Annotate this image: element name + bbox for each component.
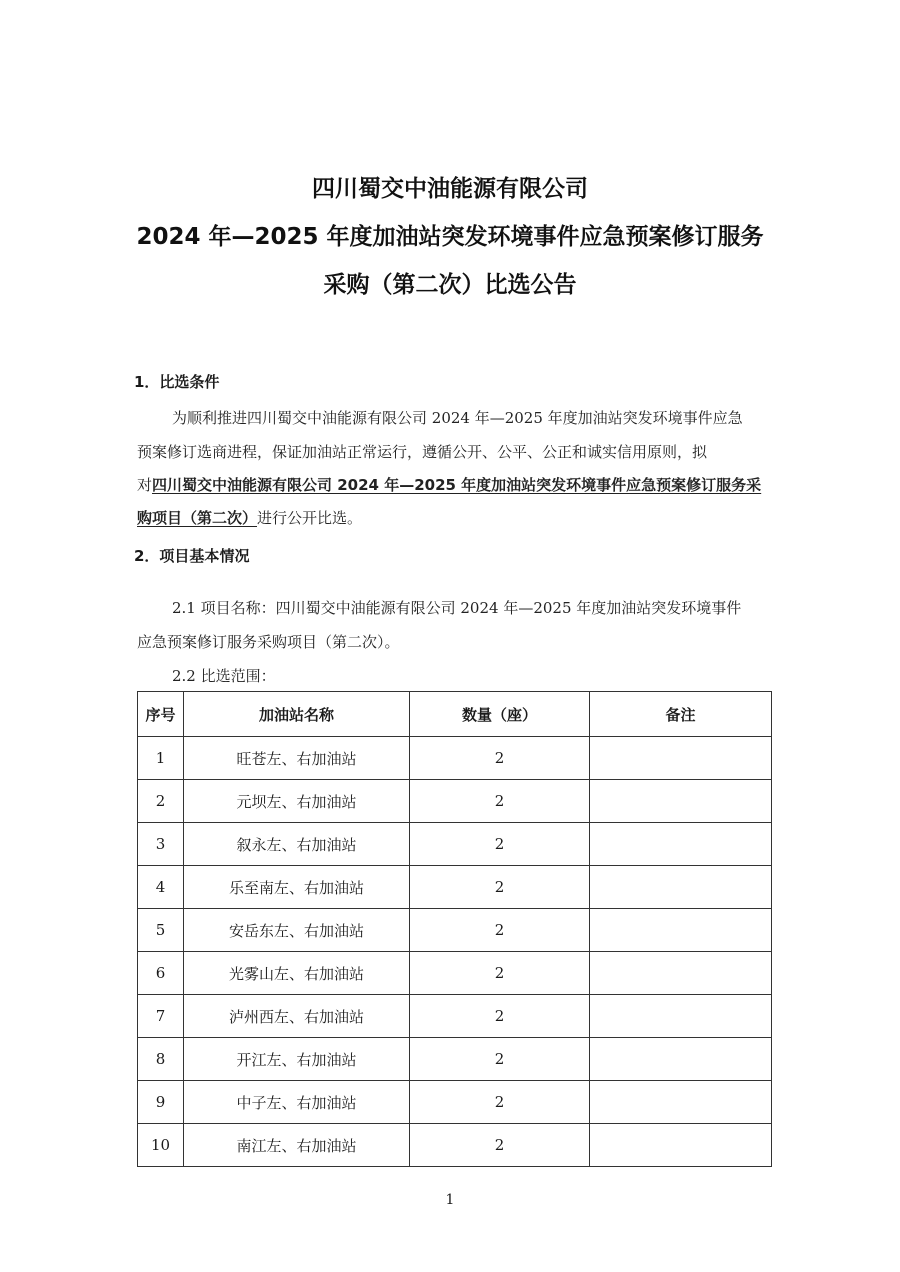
section-2-heading: 2．项目基本情况 <box>134 547 250 565</box>
item-2-2: 2.2 比选范围： <box>172 667 276 685</box>
section-1-heading: 1．比选条件 <box>134 373 220 391</box>
cell-quantity: 2 <box>410 780 590 823</box>
cell-station-name: 旺苍左、右加油站 <box>184 737 410 780</box>
section-1-line-3-prefix: 对 <box>137 476 153 494</box>
item-2-1-line-1: 2.1 项目名称：四川蜀交中油能源有限公司 2024 年—2025 年度加油站突发环境事件 <box>172 599 742 617</box>
item-2-1-line-2: 应急预案修订服务采购项目（第二次）。 <box>137 633 400 651</box>
cell-station-name: 光雾山左、右加油站 <box>184 952 410 995</box>
cell-station-name: 南江左、右加油站 <box>184 1124 410 1167</box>
cell-remarks <box>590 952 772 995</box>
table-row <box>138 823 772 866</box>
table-row <box>138 995 772 1038</box>
section-1-line-2: 预案修订选商进程，保证加油站正常运行，遵循公开、公平、公正和诚实信用原则，拟 <box>137 443 708 461</box>
table-row <box>138 737 772 780</box>
header-quantity: 数量（座） <box>410 692 590 737</box>
cell-remarks <box>590 995 772 1038</box>
cell-quantity: 2 <box>410 952 590 995</box>
header-index: 序号 <box>138 692 184 737</box>
cell-index: 6 <box>138 952 184 995</box>
cell-quantity: 2 <box>410 909 590 952</box>
cell-station-name: 中子左、右加油站 <box>184 1081 410 1124</box>
cell-station-name: 元坝左、右加油站 <box>184 780 410 823</box>
cell-remarks <box>590 1081 772 1124</box>
cell-index: 1 <box>138 737 184 780</box>
title-line-1: 四川蜀交中油能源有限公司 <box>312 176 588 202</box>
cell-remarks <box>590 866 772 909</box>
cell-index: 9 <box>138 1081 184 1124</box>
cell-station-name: 叙永左、右加油站 <box>184 823 410 866</box>
table-row <box>138 1038 772 1081</box>
cell-remarks <box>590 909 772 952</box>
header-station-name: 加油站名称 <box>184 692 410 737</box>
header-remarks: 备注 <box>590 692 772 737</box>
table-row <box>138 1124 772 1167</box>
cell-station-name: 乐至南左、右加油站 <box>184 866 410 909</box>
page-number: 1 <box>445 1192 455 1208</box>
scope-table <box>137 691 772 1167</box>
cell-station-name: 泸州西左、右加油站 <box>184 995 410 1038</box>
table-row <box>138 909 772 952</box>
cell-index: 2 <box>138 780 184 823</box>
cell-index: 8 <box>138 1038 184 1081</box>
cell-quantity: 2 <box>410 1038 590 1081</box>
table-row <box>138 780 772 823</box>
table-header-row <box>138 692 772 737</box>
cell-quantity: 2 <box>410 737 590 780</box>
section-1-line-4 <box>137 507 362 528</box>
cell-index: 10 <box>138 1124 184 1167</box>
cell-station-name: 开江左、右加油站 <box>184 1038 410 1081</box>
cell-remarks <box>590 823 772 866</box>
table-row <box>138 866 772 909</box>
cell-quantity: 2 <box>410 1081 590 1124</box>
cell-index: 7 <box>138 995 184 1038</box>
cell-remarks <box>590 1124 772 1167</box>
title-line-3: 采购（第二次）比选公告 <box>323 272 577 298</box>
cell-station-name: 安岳东左、右加油站 <box>184 909 410 952</box>
table-row <box>138 952 772 995</box>
cell-index: 5 <box>138 909 184 952</box>
table-row <box>138 1081 772 1124</box>
cell-quantity: 2 <box>410 823 590 866</box>
cell-quantity: 2 <box>410 995 590 1038</box>
section-1-line-4-suffix: 进行公开比选。 <box>257 509 363 527</box>
cell-index: 3 <box>138 823 184 866</box>
section-1-line-1: 为顺利推进四川蜀交中油能源有限公司 2024 年—2025 年度加油站突发环境事件应急 <box>172 409 743 427</box>
project-name-underlined-1: 四川蜀交中油能源有限公司 2024 年—2025 年度加油站突发环境事件应急预案修订服务采 <box>152 476 762 494</box>
cell-quantity: 2 <box>410 866 590 909</box>
cell-remarks <box>590 1038 772 1081</box>
title-line-2: 2024 年—2025 年度加油站突发环境事件应急预案修订服务 <box>136 224 764 250</box>
cell-index: 4 <box>138 866 184 909</box>
section-1-line-3 <box>137 474 761 495</box>
cell-remarks <box>590 737 772 780</box>
project-name-underlined-2: 购项目（第二次） <box>137 509 258 527</box>
cell-quantity: 2 <box>410 1124 590 1167</box>
cell-remarks <box>590 780 772 823</box>
